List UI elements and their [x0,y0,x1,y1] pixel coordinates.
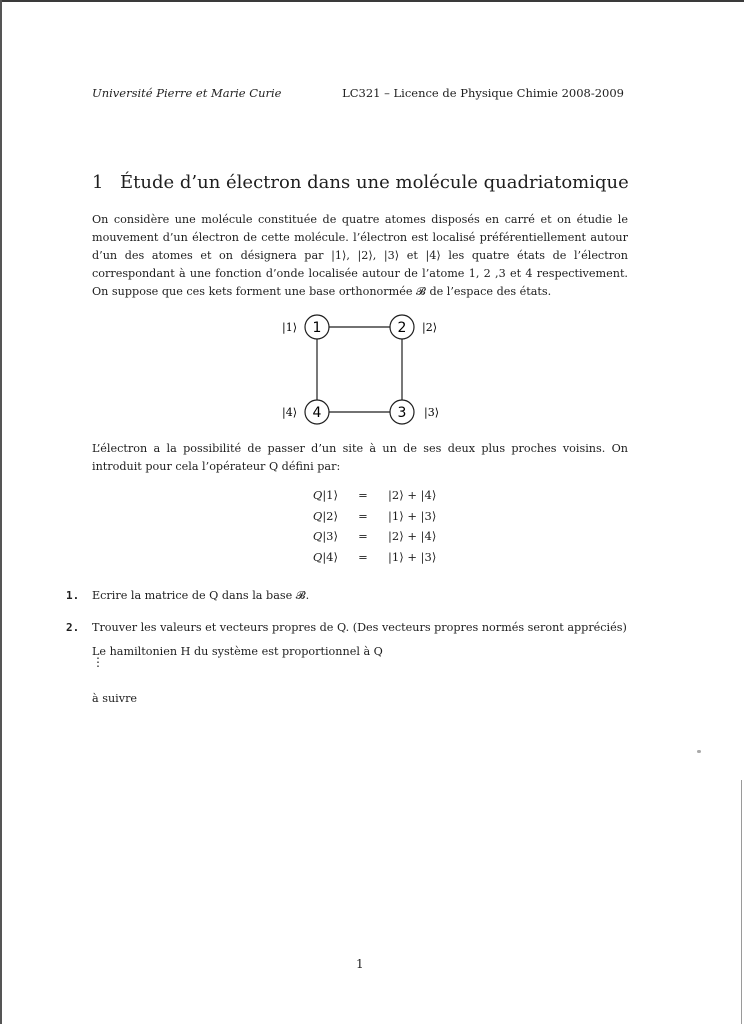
question-number: 1. [66,589,80,602]
node-label: 4 [312,405,322,421]
ket-label-4: |4⟩ [282,406,297,419]
scan-border-top [0,0,744,2]
molecule-diagram [270,305,470,435]
node-2 [390,315,414,339]
ket-label-1: |1⟩ [282,321,297,334]
section-heading [92,172,629,193]
section-title: Étude d’un électron dans une molécule quadriatomique [120,172,629,193]
ket-label-2: |2⟩ [422,321,437,334]
scan-artifact [697,750,701,753]
question-number: 2. [66,621,80,634]
hamiltonian-statement: Le hamiltonien H du système est proportionnel à Q [92,645,383,658]
node-3 [390,400,414,424]
equation-row [300,547,468,568]
equation-rhs: |2⟩ + |4⟩ [388,488,437,503]
ket-label-3: |3⟩ [424,406,439,419]
scan-border-left [0,0,2,1024]
edges [317,327,402,412]
equation-lhs: Q|2⟩ [312,508,338,523]
node-label: 3 [397,405,407,421]
equation-row [300,506,468,527]
section-number: 1 [92,172,104,193]
equation-rhs: |1⟩ + |3⟩ [388,508,437,523]
continuation-note: à suivre [92,692,138,705]
equation-lhs: Q|4⟩ [312,549,338,564]
equals-sign: = [358,529,368,544]
node-label: 2 [397,320,407,336]
question-2 [66,621,627,634]
equation-row [300,526,468,547]
header-institution: Université Pierre et Marie Curie [92,86,282,100]
question-text: Ecrire la matrice de Q dans la base 𝓑. [92,589,310,602]
page-number: 1 [356,957,364,971]
equation-row [300,485,468,506]
question-text: Trouver les valeurs et vecteurs propres de Q. (Des vecteurs propres normés seront appréciés) [92,621,627,634]
node-label: 1 [312,320,322,336]
vertical-ellipsis: ⋮ [92,655,104,669]
node-4 [305,400,329,424]
equation-lhs: Q|1⟩ [312,488,338,503]
equals-sign: = [358,488,368,503]
equation-rhs: |1⟩ + |3⟩ [388,549,437,564]
question-1 [66,589,309,603]
equals-sign: = [358,549,368,564]
header-course: LC321 – Licence de Physique Chimie 2008-2009 [342,86,624,100]
scan-border-right [741,780,742,1024]
intro-paragraph: On considère une molécule constituée de quatre atomes disposés en carré et on étudie le mouvement d’un électron de cette molécule. l’électron est localisé préférentiellement autour d’un des atomes et on désignera par |1⟩, |2⟩, |3⟩ et |4⟩ les quatre états de l’électron correspondant à une fonction d’onde localisée autour de l’atome 1, 2 ,3 et 4 respectivement. On suppose que ces kets forment une base orthonormée 𝓑 de l’espace des états. [92,213,628,298]
equation-array [300,485,468,567]
equals-sign: = [358,508,368,523]
equation-rhs: |2⟩ + |4⟩ [388,529,437,544]
node-1 [305,315,329,339]
operator-paragraph: L’électron a la possibilité de passer d’un site à un de ses deux plus proches voisins. On introduit pour cela l’opérateur Q défini par: [92,442,628,473]
equation-lhs: Q|3⟩ [312,529,338,544]
